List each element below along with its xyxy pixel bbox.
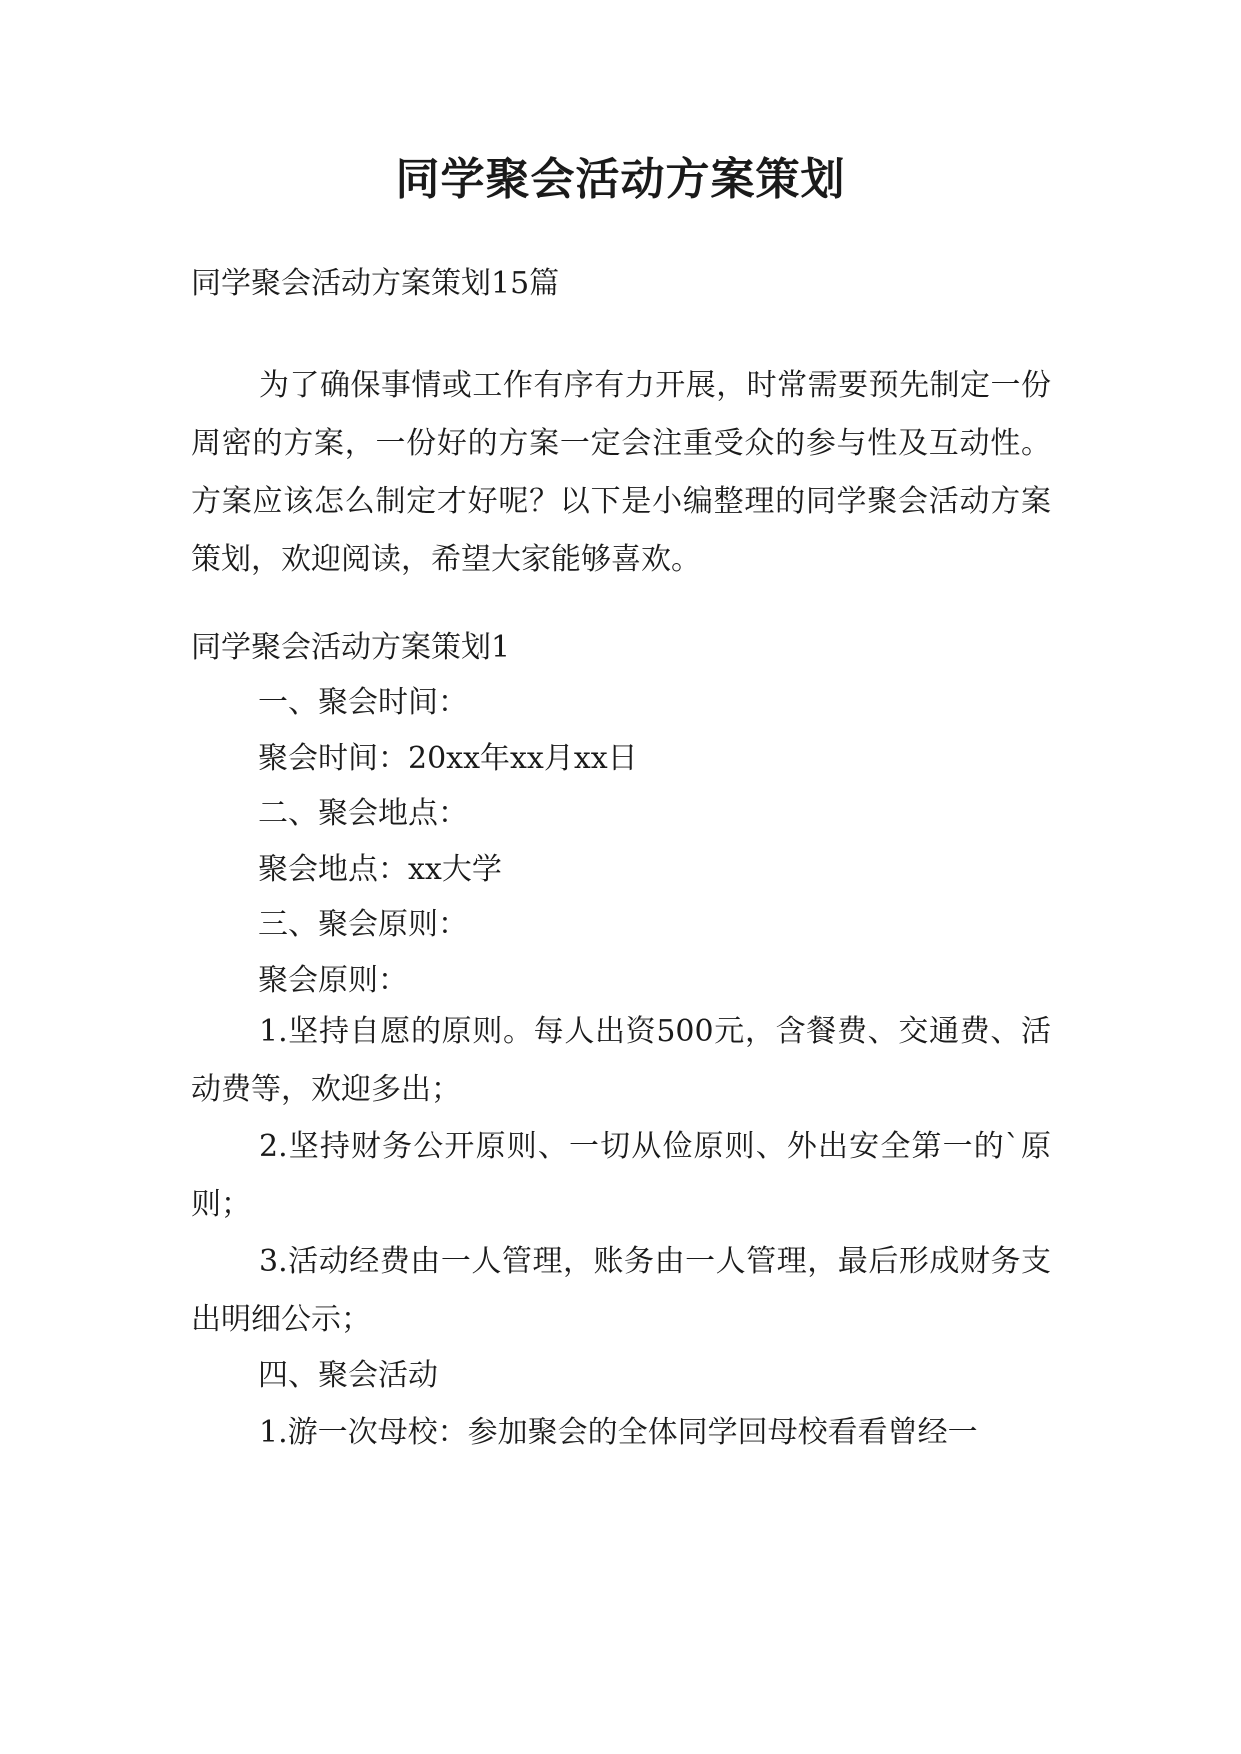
heading-place: 二、聚会地点： bbox=[258, 796, 468, 831]
place-value: 聚会地点：xx大学 bbox=[258, 852, 502, 887]
intro-paragraph: 为了确保事情或工作有序有力开展，时常需要预先制定一份周密的方案，一份好的方案一定会注重受众的参与性及互动性。方案应该怎么制定才好呢？以下是小编整理的同学聚会活动方案策划，欢迎阅读，希望大家能够喜欢。 bbox=[191, 368, 1051, 577]
heading-activity: 四、聚会活动 bbox=[258, 1358, 438, 1393]
principle-label: 聚会原则： bbox=[258, 963, 408, 998]
activity-item-1: 1.游一次母校：参加聚会的全体同学回母校看看曾经一 bbox=[259, 1415, 978, 1450]
heading-time: 一、聚会时间： bbox=[258, 685, 468, 720]
document-subtitle: 同学聚会活动方案策划15篇 bbox=[191, 266, 560, 301]
principle-item-2: 2.坚持财务公开原则、一切从俭原则、外出安全第一的`原则； bbox=[191, 1129, 1051, 1222]
principle-item-3: 3.活动经费由一人管理，账务由一人管理，最后形成财务支出明细公示； bbox=[191, 1244, 1051, 1337]
principle-item-1: 1.坚持自愿的原则。每人出资500元，含餐费、交通费、活动费等，欢迎多出； bbox=[191, 1014, 1051, 1107]
time-value: 聚会时间：20xx年xx月xx日 bbox=[258, 741, 638, 776]
section-title: 同学聚会活动方案策划1 bbox=[191, 630, 511, 665]
heading-principle: 三、聚会原则： bbox=[258, 907, 468, 942]
document-title: 同学聚会活动方案策划 bbox=[395, 154, 846, 205]
